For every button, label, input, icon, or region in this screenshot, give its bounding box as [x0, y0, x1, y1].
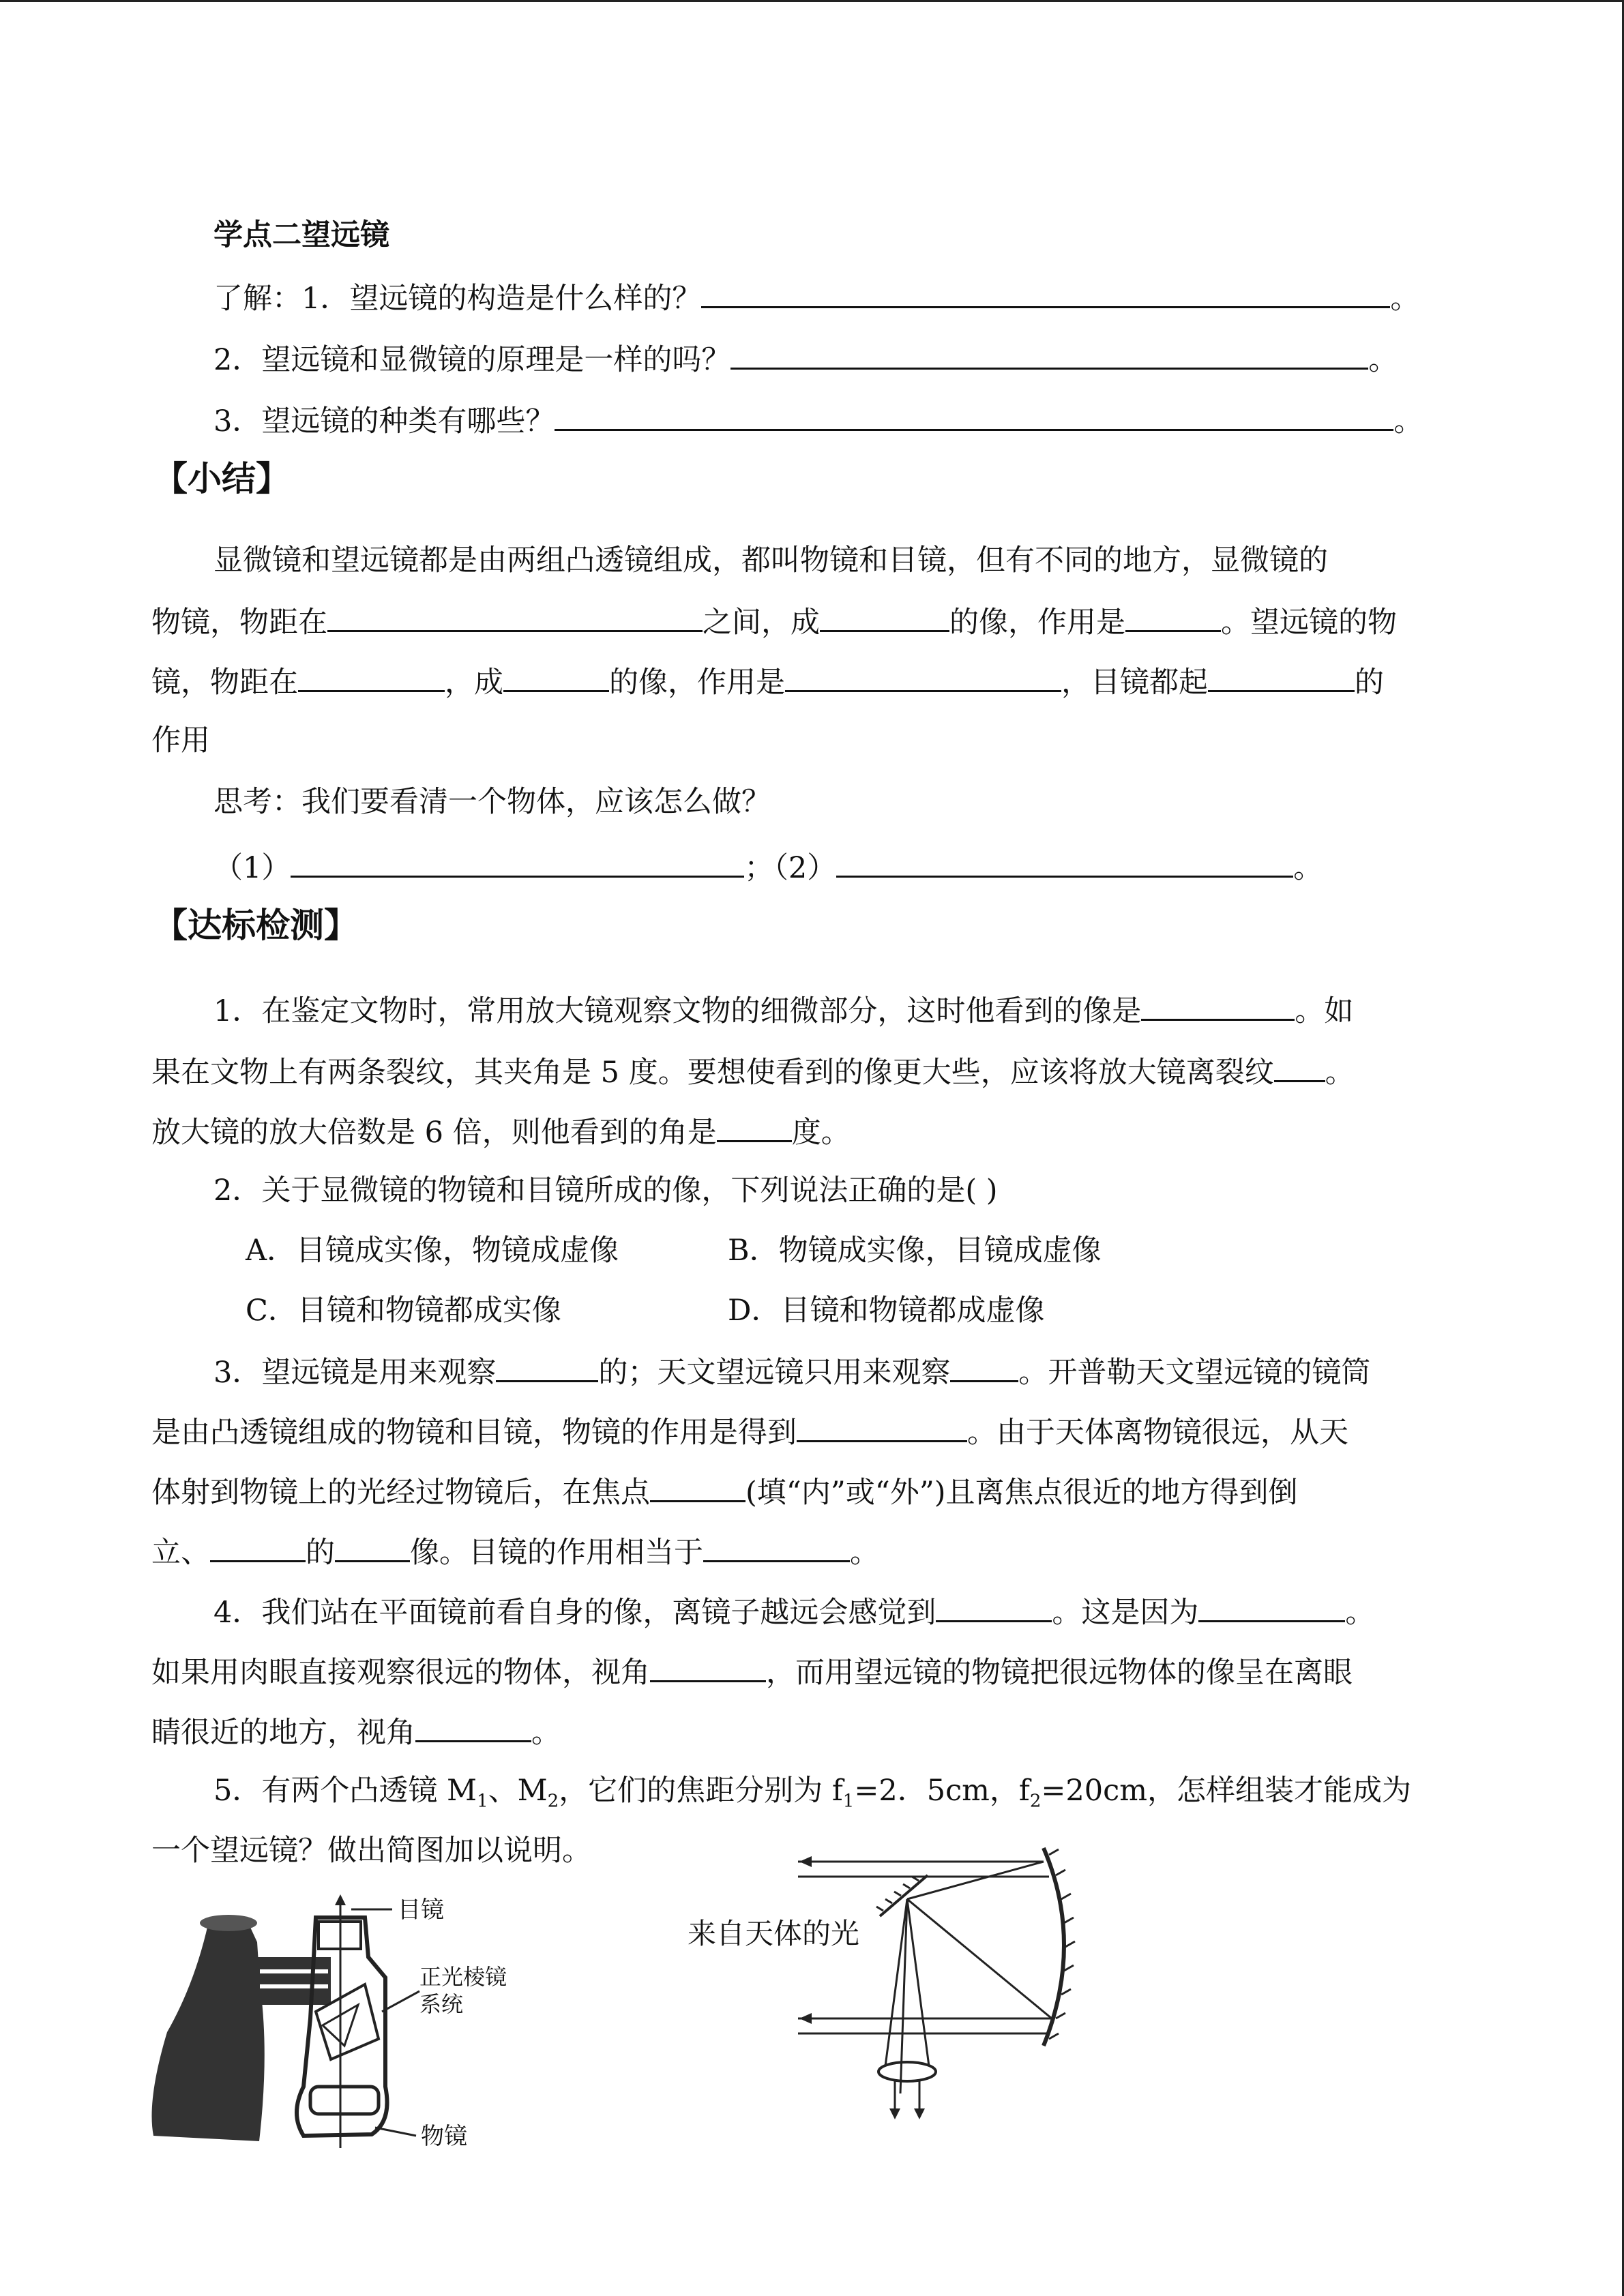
text: =20cm，怎样组装才能成为 [1041, 1774, 1412, 1808]
subscript: 1 [842, 1791, 855, 1812]
label-starlight: 来自天体的光 [688, 1917, 860, 1950]
reflected-ray [907, 1862, 1044, 1899]
summary-line-4: 作用 [151, 724, 210, 758]
objective-lens [310, 2087, 379, 2114]
text: ，目镜都起 [1061, 666, 1208, 700]
answer-blank[interactable] [730, 338, 1368, 370]
answer-blank[interactable] [1208, 660, 1355, 692]
text: 。 [1293, 851, 1323, 885]
answer-blank[interactable] [503, 660, 609, 692]
summary-line-2 [151, 600, 1397, 643]
text: 1．在鉴定文物时，常用放大镜观察文物的细微部分，这时他看到的像是 [213, 994, 1142, 1028]
exit-arrow-icon [889, 2108, 900, 2119]
test-q1-line2 [151, 1050, 1355, 1093]
q3-end: 。 [1393, 404, 1423, 438]
answer-blank[interactable] [703, 1530, 850, 1562]
text: 果在文物上有两条裂纹，其夹角是 5 度。要想使看到的像更大些，应该将放大镜离裂纹 [151, 1056, 1274, 1090]
section-title: 学点二望远镜 [213, 218, 389, 252]
test-q4-line1 [213, 1590, 1374, 1633]
answer-blank[interactable] [785, 660, 1061, 692]
summary-line-1: 显微镜和望远镜都是由两组凸透镜组成，都叫物镜和目镜，但有不同的地方，显微镜的 [213, 543, 1328, 578]
text: 。由于天体离物镜很远，从天 [967, 1416, 1348, 1450]
answer-blank[interactable] [1141, 989, 1295, 1021]
q1-text: 了解：1．望远镜的构造是什么样的？ [213, 282, 702, 316]
binoculars-figure [140, 1882, 576, 2155]
text: 如果用肉眼直接观察很远的物体，视角 [151, 1656, 650, 1690]
test-q2-option-c[interactable]: C．目镜和物镜都成实像 [246, 1294, 561, 1328]
label-prism-2: 系统 [419, 1991, 464, 2017]
test-q3-line1 [213, 1350, 1370, 1393]
understand-q2 [213, 338, 1398, 381]
test-q2-option-a[interactable]: A．目镜成实像，物镜成虚像 [246, 1234, 619, 1268]
text: 的；天文望远镜只用来观察 [598, 1356, 951, 1390]
understand-q1 [213, 276, 1419, 319]
binocular-eyecup [200, 1915, 257, 1931]
answer-blank[interactable] [1125, 600, 1221, 632]
text: 像。目镜的作用相当于 [410, 1536, 703, 1570]
summary-heading: 【小结】 [153, 459, 290, 498]
text: 。望远镜的物 [1221, 606, 1397, 640]
answer-blank[interactable] [555, 399, 1393, 431]
subscript: 2 [1029, 1791, 1042, 1812]
axis-arrow-icon [335, 1894, 346, 1905]
binocular-left-barrel [152, 1920, 265, 2141]
text: =2．5cm，f [854, 1774, 1030, 1808]
text: 。如 [1295, 994, 1354, 1028]
answer-blank[interactable] [291, 846, 744, 878]
test-q2-option-d[interactable]: D．目镜和物镜都成虚像 [728, 1294, 1045, 1328]
text: ，而用望远镜的物镜把很远物体的像呈在离眼 [766, 1656, 1353, 1690]
test-q4-line2 [151, 1650, 1353, 1693]
reflector-figure [675, 1834, 1112, 2121]
test-q4-line3 [151, 1710, 561, 1753]
q2-end: 。 [1368, 343, 1398, 377]
summary-line-3 [151, 660, 1384, 703]
text: 。 [850, 1536, 879, 1570]
answer-blank[interactable] [836, 846, 1293, 878]
text: 体射到物镜上的光经过物镜后，在焦点 [151, 1476, 650, 1510]
label-prism-1: 正光棱镜 [419, 1964, 507, 1990]
text: 是由凸透镜组成的物镜和目镜，物镜的作用是得到 [151, 1416, 797, 1450]
answer-blank[interactable] [950, 1350, 1018, 1382]
bridge-stripe [260, 1969, 328, 1973]
test-q2-option-b[interactable]: B．物镜成实像，目镜成虚像 [728, 1234, 1102, 1268]
text: 物镜，物距在 [151, 606, 327, 640]
think-question: 思考：我们要看清一个物体，应该怎么做？ [213, 785, 771, 819]
reflected-ray [907, 1899, 1052, 2018]
answer-blank[interactable] [717, 1110, 792, 1142]
text: 3．望远镜是用来观察 [213, 1356, 497, 1390]
secondary-hatching [876, 1877, 919, 1911]
answer-blank[interactable] [298, 660, 445, 692]
text: （1） [213, 851, 291, 885]
text: 。 [1345, 1596, 1375, 1630]
subscript: 2 [547, 1791, 559, 1812]
text: (填“内”或“外”)且离焦点很近的地方得到倒 [745, 1476, 1298, 1510]
ray-arrow-icon [799, 1856, 812, 1867]
leader-line [382, 1991, 419, 2012]
binocular-bridge [256, 1957, 331, 2005]
answer-blank[interactable] [701, 276, 1390, 308]
answer-blank[interactable] [650, 1470, 745, 1502]
eyepiece-lens [879, 2062, 936, 2081]
test-q2: 2．关于显微镜的物镜和目镜所成的像，下列说法正确的是( ) [213, 1174, 998, 1208]
think-answers [213, 846, 1323, 889]
leader-line [375, 2128, 416, 2136]
text: 的 [1355, 666, 1384, 700]
text: 的像，作用是 [609, 666, 785, 700]
text: 的 [306, 1536, 335, 1570]
test-q3-line2 [151, 1410, 1348, 1453]
text: 、M [488, 1774, 548, 1808]
q2-text: 2．望远镜和显微镜的原理是一样的吗？ [213, 343, 731, 377]
q3-text: 3．望远镜的种类有哪些？ [213, 404, 555, 438]
answer-blank[interactable] [797, 1410, 967, 1442]
answer-blank[interactable] [820, 600, 949, 632]
text: 镜，物距在 [151, 666, 298, 700]
text: ；（2） [744, 851, 837, 885]
label-objective: 物镜 [421, 2123, 467, 2150]
text: 。这是因为 [1052, 1596, 1199, 1630]
text: 之间，成 [703, 606, 820, 640]
text: 睛很近的地方，视角 [151, 1716, 415, 1750]
subscript: 1 [477, 1791, 488, 1812]
q1-end: 。 [1390, 282, 1420, 316]
test-q3-line4 [151, 1530, 879, 1573]
answer-blank[interactable] [650, 1650, 766, 1682]
answer-blank[interactable] [210, 1530, 306, 1562]
understand-q3 [213, 399, 1423, 442]
text: 4．我们站在平面镜前看自身的像，离镜子越远会感觉到 [213, 1596, 936, 1630]
answer-blank[interactable] [1274, 1050, 1325, 1082]
text: ，成 [445, 666, 503, 700]
answer-blank[interactable] [335, 1530, 410, 1562]
answer-blank[interactable] [496, 1350, 598, 1382]
test-q3-line3 [151, 1470, 1297, 1513]
label-eyepiece: 目镜 [398, 1896, 444, 1924]
text: 放大镜的放大倍数是 6 倍，则他看到的角是 [151, 1116, 717, 1150]
test-q1-line3 [151, 1110, 851, 1153]
test-heading: 【达标检测】 [153, 906, 358, 945]
text: 5．有两个凸透镜 M [213, 1774, 477, 1808]
text: 立、 [151, 1536, 210, 1570]
text: 。 [531, 1716, 561, 1750]
test-q5-line1 [213, 1770, 1411, 1822]
bridge-stripe [260, 1984, 328, 1988]
answer-blank[interactable] [415, 1710, 531, 1742]
reflected-ray [907, 1899, 929, 2066]
text: ，它们的焦距分别为 f [559, 1774, 843, 1808]
exit-arrow-icon [914, 2108, 925, 2119]
text: 。开普勒天文望远镜的镜筒 [1018, 1356, 1371, 1390]
test-q1-line1 [213, 989, 1353, 1032]
ray-arrow-icon [799, 2013, 812, 2024]
answer-blank[interactable] [1198, 1590, 1345, 1622]
text: 的像，作用是 [949, 606, 1125, 640]
answer-blank[interactable] [327, 600, 703, 632]
text: 度。 [791, 1116, 851, 1150]
text: 。 [1325, 1056, 1355, 1090]
answer-blank[interactable] [936, 1590, 1052, 1622]
test-q5-line2: 一个望远镜？做出简图加以说明。 [151, 1834, 591, 1868]
